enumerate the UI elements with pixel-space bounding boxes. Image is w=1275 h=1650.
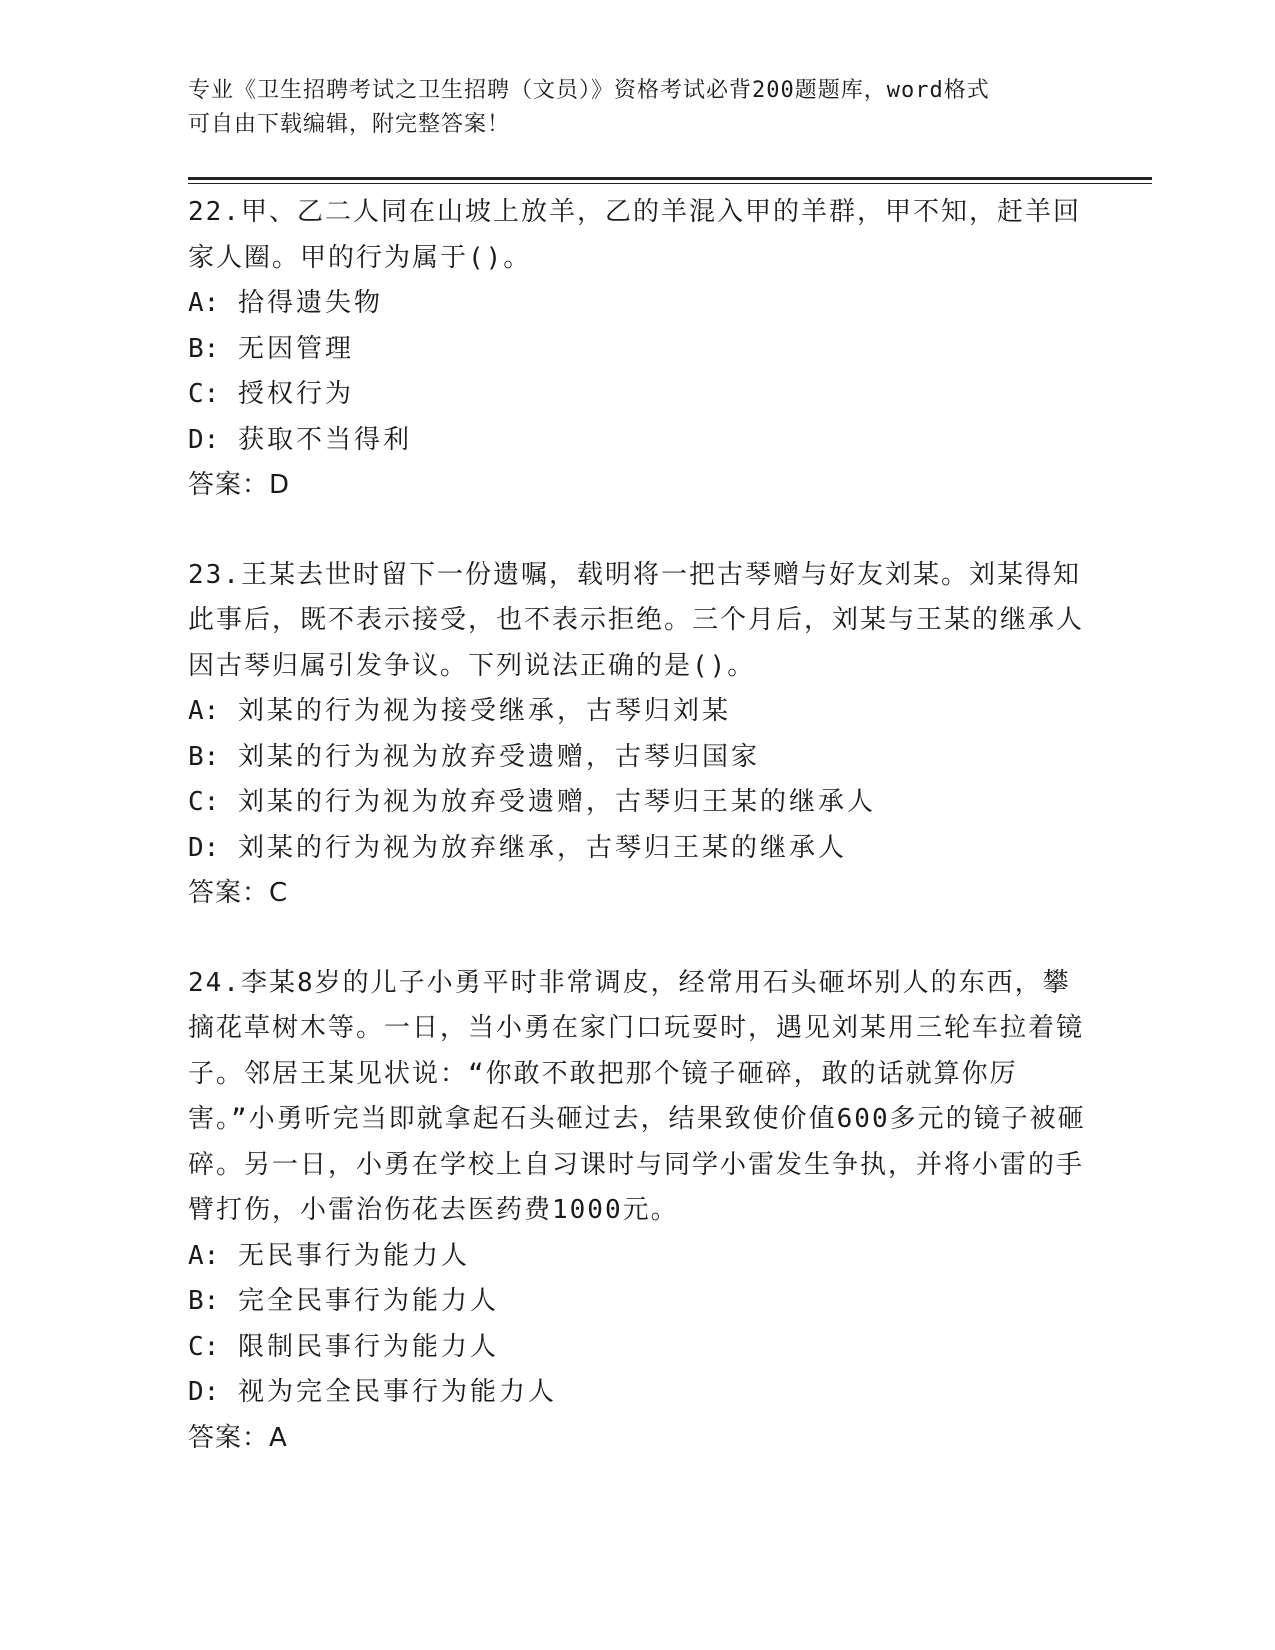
option-key: C:: [188, 379, 220, 409]
option-text: 刘某的行为视为接受继承，古琴归刘某: [237, 696, 731, 726]
option-b: [188, 1279, 1088, 1325]
option-text: 获取不当得利: [237, 424, 412, 455]
question-text: 23.王某去世时留下一份遗嘱，载明将一把古琴赠与好友刘某。刘某得知此事后，既不表示接受，也不表示拒绝。三个月后，刘某与王某的继承人因古琴归属引发争议。下列说法正确的是()。: [188, 559, 1085, 681]
option-text: 授权行为: [237, 379, 354, 409]
option-text: 完全民事行为能力人: [237, 1286, 499, 1316]
option-text: 刘某的行为视为放弃继承，古琴归王某的继承人: [237, 832, 847, 863]
question-22: [188, 190, 1088, 509]
question-23: [188, 553, 1088, 917]
option-key: C:: [188, 1331, 220, 1362]
header-divider-thick: [188, 177, 1152, 180]
option-key: D:: [188, 424, 220, 455]
answer-text: 答案：C: [188, 878, 289, 908]
option-a: [188, 281, 1088, 327]
option-c: [188, 372, 1088, 418]
option-d: [188, 826, 1088, 872]
option-key: B:: [188, 333, 220, 364]
question-list: [188, 190, 1088, 1461]
option-key: D:: [188, 832, 220, 863]
option-c: [188, 780, 1088, 826]
option-a: [188, 1234, 1088, 1280]
option-text: 刘某的行为视为放弃受遗赠，古琴归王某的继承人: [237, 787, 876, 817]
question-text: 22.甲、乙二人同在山坡上放羊，乙的羊混入甲的羊群，甲不知，赶羊回家人圈。甲的行为属于()。: [188, 197, 1081, 273]
header-divider-thin: [188, 183, 1152, 184]
option-key: B:: [188, 1286, 220, 1316]
option-text: 限制民事行为能力人: [237, 1331, 499, 1362]
question-24: [188, 961, 1088, 1462]
header-line-1: 专业《卫生招聘考试之卫生招聘（文员）》资格考试必背200题题库，word格式: [188, 78, 990, 103]
option-d: [188, 418, 1088, 464]
option-text: 刘某的行为视为放弃受遗赠，古琴归国家: [237, 741, 760, 772]
option-d: [188, 1370, 1088, 1416]
document-header: [188, 74, 1068, 142]
option-key: C:: [188, 787, 220, 817]
option-a: [188, 689, 1088, 735]
option-key: A:: [188, 696, 220, 726]
header-line-2: 可自由下载编辑，附完整答案！: [188, 112, 511, 137]
option-b: [188, 327, 1088, 373]
option-key: D:: [188, 1377, 220, 1407]
option-b: [188, 735, 1088, 781]
option-text: 无因管理: [237, 333, 354, 364]
option-key: A:: [188, 1240, 220, 1271]
answer-text: 答案：A: [188, 1422, 288, 1453]
option-key: B:: [188, 741, 220, 772]
option-text: 拾得遗失物: [237, 288, 383, 318]
option-c: [188, 1325, 1088, 1371]
option-text: 视为完全民事行为能力人: [237, 1377, 557, 1407]
option-key: A:: [188, 288, 220, 318]
question-text: 24.李某8岁的儿子小勇平时非常调皮，经常用石头砸坏别人的东西，攀摘花草树木等。一日，当小勇在家门口玩耍时，遇见刘某用三轮车拉着镜子。邻居王某见状说：“你敢不敢把那个镜子砸碎，敢的话就算你厉害。”小勇听完当即就拿起石头砸过去，结果致使价值600多元的镜子被砸碎。另一日，小勇在学校上自习课时与同学小雷发生争执，并将小雷的手臂打伤，小雷治伤花去医药费1000元。: [188, 967, 1086, 1225]
answer-text: 答案：D: [188, 470, 291, 500]
option-text: 无民事行为能力人: [237, 1240, 470, 1271]
